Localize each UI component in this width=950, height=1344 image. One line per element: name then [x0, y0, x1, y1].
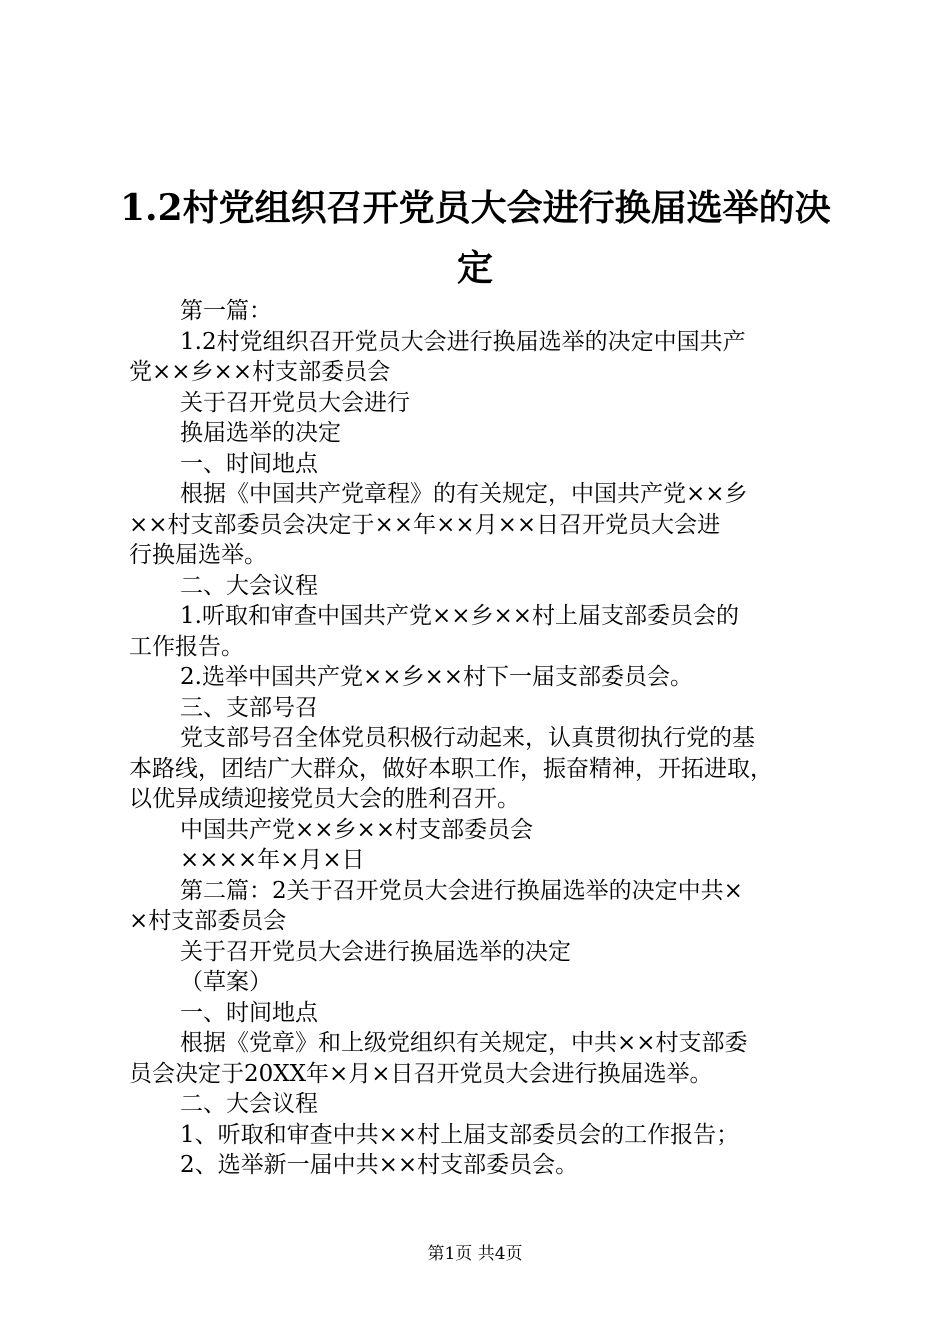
body-line: 二、大会议程 — [180, 572, 318, 599]
body-line: 1.听取和审查中国共产党××乡××村上届支部委员会的 — [180, 603, 740, 629]
body-line: 党支部号召全体党员积极行动起来，认真贯彻执行党的基 — [180, 725, 755, 751]
body-line: 一、时间地点 — [180, 450, 318, 477]
body-line: 三、支部号召 — [180, 694, 318, 721]
document-body — [129, 296, 831, 1181]
body-line: ××村支部委员会决定于××年××月××日召开党员大会进 — [129, 511, 721, 538]
body-line: 员会决定于20XX年×月×日召开党员大会进行换届选举。 — [129, 1060, 713, 1087]
body-line: 行换届选举。 — [129, 542, 267, 568]
body-line: 党××乡××村支部委员会 — [129, 359, 391, 385]
body-line: 2.选举中国共产党××乡××村下一届支部委员会。 — [180, 664, 694, 690]
body-line: 1、听取和审查中共××村上届支部委员会的工作报告； — [180, 1121, 740, 1148]
body-line: ×村支部委员会 — [129, 908, 287, 934]
body-line: 1.2村党组织召开党员大会进行换届选举的决定中国共产 — [180, 328, 746, 355]
body-line: 根据《中国共产党章程》的有关规定，中国共产党××乡 — [180, 481, 748, 507]
document-title-line-1: 1.2村党组织召开党员大会进行换届选举的决 — [120, 187, 831, 229]
body-line: 根据《党章》和上级党组织有关规定，中共××村支部委 — [180, 1030, 748, 1056]
body-line: 本路线，团结广大群众，做好本职工作，振奋精神，开拓进取， — [129, 755, 773, 782]
body-line: ××××年×月×日 — [180, 847, 365, 873]
body-line: 第二篇：2关于召开党员大会进行换届选举的决定中共× — [180, 877, 743, 904]
document-title-line-2: 定 — [456, 247, 493, 289]
body-line: 关于召开党员大会进行换届选举的决定 — [180, 938, 571, 965]
body-line: 中国共产党××乡××村支部委员会 — [180, 816, 534, 843]
body-line: （草案） — [180, 969, 272, 995]
body-line: 换届选举的决定 — [180, 420, 341, 446]
body-line: 工作报告。 — [129, 633, 244, 660]
body-line: 关于召开党员大会进行 — [180, 389, 410, 416]
body-line: 第一篇： — [180, 298, 272, 324]
page-footer: 第1页 共4页 — [427, 1244, 523, 1264]
body-line: 二、大会议程 — [180, 1091, 318, 1117]
body-line: 以优异成绩迎接党员大会的胜利召开。 — [129, 786, 520, 812]
body-line: 一、时间地点 — [180, 999, 318, 1026]
body-line: 2、选举新一届中共××村支部委员会。 — [180, 1152, 579, 1178]
